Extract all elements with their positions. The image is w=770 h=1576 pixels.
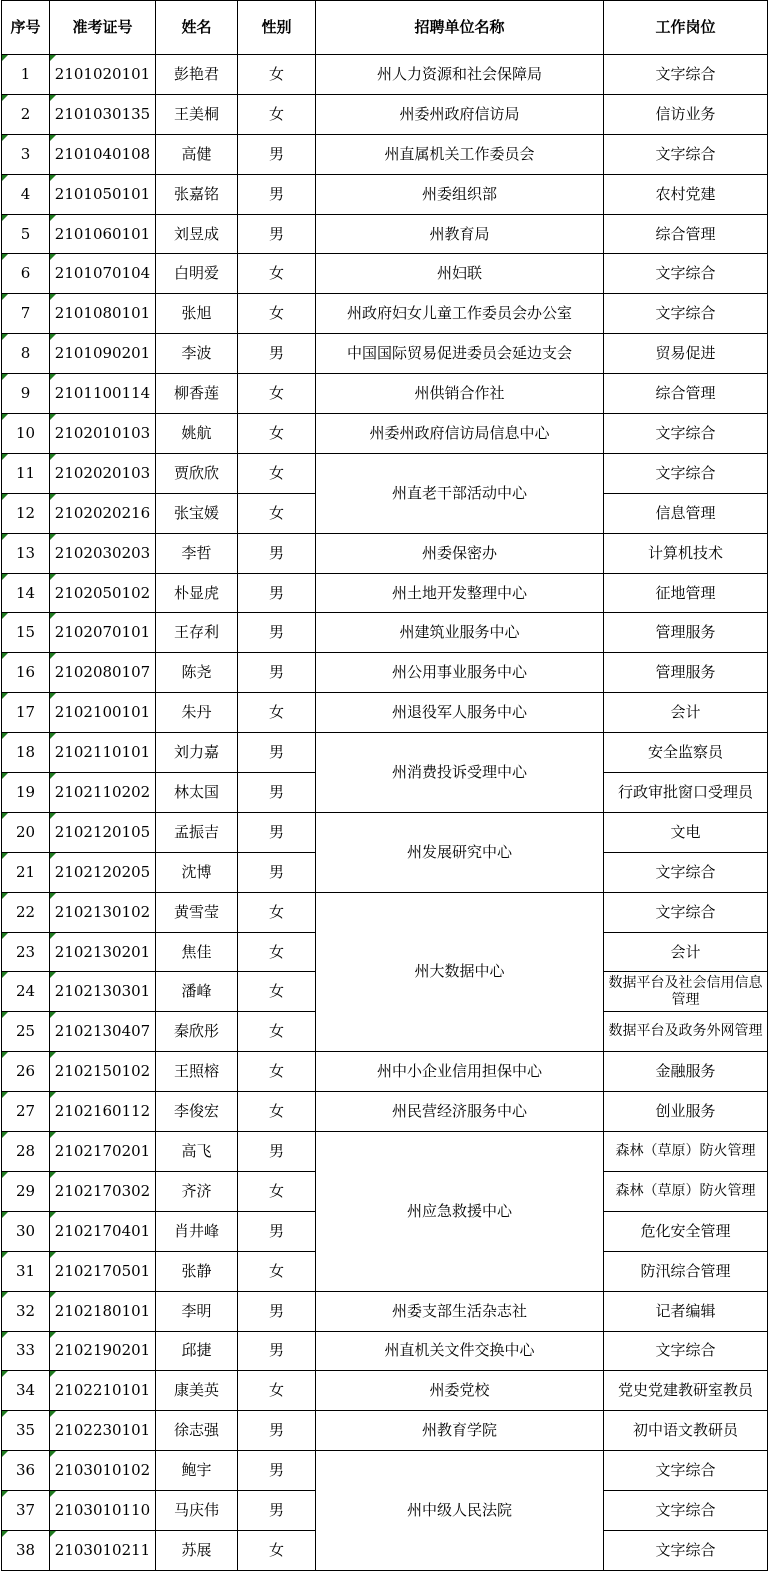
row-gender: 男 bbox=[238, 134, 316, 174]
row-unit: 州人力资源和社会保障局 bbox=[316, 55, 604, 95]
row-unit: 州教育学院 bbox=[316, 1411, 604, 1451]
row-name: 张嘉铭 bbox=[156, 174, 238, 214]
row-gender: 男 bbox=[238, 653, 316, 693]
row-gender: 男 bbox=[238, 533, 316, 573]
row-unit: 州中级人民法院 bbox=[316, 1451, 604, 1571]
row-gender: 女 bbox=[238, 453, 316, 493]
row-name: 沈博 bbox=[156, 852, 238, 892]
row-gender: 男 bbox=[238, 214, 316, 254]
row-name: 秦欣彤 bbox=[156, 1012, 238, 1052]
row-exam-no: 2103010102 bbox=[50, 1451, 156, 1491]
row-name: 李哲 bbox=[156, 533, 238, 573]
row-index: 17 bbox=[2, 693, 50, 733]
row-gender: 女 bbox=[238, 1530, 316, 1570]
row-unit: 州直机关文件交换中心 bbox=[316, 1331, 604, 1371]
row-post: 文字综合 bbox=[604, 892, 768, 932]
row-post: 森林（草原）防火管理 bbox=[604, 1132, 768, 1172]
row-post: 文字综合 bbox=[604, 134, 768, 174]
row-unit: 州委州政府信访局 bbox=[316, 94, 604, 134]
table-row bbox=[2, 1092, 768, 1132]
table-row bbox=[2, 374, 768, 414]
header-index: 序号 bbox=[2, 1, 50, 55]
row-post: 文字综合 bbox=[604, 414, 768, 454]
row-exam-no: 2102080107 bbox=[50, 653, 156, 693]
row-unit: 州消费投诉受理中心 bbox=[316, 733, 604, 813]
row-index: 34 bbox=[2, 1371, 50, 1411]
row-post: 文字综合 bbox=[604, 1451, 768, 1491]
row-unit: 州政府妇女儿童工作委员会办公室 bbox=[316, 294, 604, 334]
row-exam-no: 2102110101 bbox=[50, 733, 156, 773]
table-row bbox=[2, 812, 768, 852]
row-post: 文字综合 bbox=[604, 55, 768, 95]
row-exam-no: 2102130102 bbox=[50, 892, 156, 932]
row-exam-no: 2102120205 bbox=[50, 852, 156, 892]
row-exam-no: 2102130301 bbox=[50, 972, 156, 1012]
row-gender: 男 bbox=[238, 852, 316, 892]
row-unit: 州委支部生活杂志社 bbox=[316, 1291, 604, 1331]
header-post: 工作岗位 bbox=[604, 1, 768, 55]
row-name: 焦佳 bbox=[156, 932, 238, 972]
row-exam-no: 2102070101 bbox=[50, 613, 156, 653]
row-gender: 男 bbox=[238, 1451, 316, 1491]
row-name: 姚航 bbox=[156, 414, 238, 454]
row-unit: 州建筑业服务中心 bbox=[316, 613, 604, 653]
row-index: 20 bbox=[2, 812, 50, 852]
row-gender: 女 bbox=[238, 1092, 316, 1132]
row-post: 记者编辑 bbox=[604, 1291, 768, 1331]
row-name: 张静 bbox=[156, 1251, 238, 1291]
row-post: 文字综合 bbox=[604, 453, 768, 493]
row-unit: 州委保密办 bbox=[316, 533, 604, 573]
row-exam-no: 2102170401 bbox=[50, 1211, 156, 1251]
row-index: 13 bbox=[2, 533, 50, 573]
row-post: 文字综合 bbox=[604, 852, 768, 892]
row-exam-no: 2102110202 bbox=[50, 773, 156, 813]
row-unit: 州发展研究中心 bbox=[316, 812, 604, 892]
row-exam-no: 2102130407 bbox=[50, 1012, 156, 1052]
row-post: 数据平台及政务外网管理 bbox=[604, 1012, 768, 1052]
table-row bbox=[2, 134, 768, 174]
row-exam-no: 2102050102 bbox=[50, 573, 156, 613]
row-gender: 男 bbox=[238, 1491, 316, 1531]
row-post: 贸易促进 bbox=[604, 334, 768, 374]
row-post: 文字综合 bbox=[604, 1491, 768, 1531]
row-exam-no: 2102120105 bbox=[50, 812, 156, 852]
row-name: 李俊宏 bbox=[156, 1092, 238, 1132]
table-row bbox=[2, 733, 768, 773]
row-post: 会计 bbox=[604, 932, 768, 972]
header-name: 姓名 bbox=[156, 1, 238, 55]
row-index: 12 bbox=[2, 493, 50, 533]
row-index: 30 bbox=[2, 1211, 50, 1251]
row-exam-no: 2102190201 bbox=[50, 1331, 156, 1371]
row-name: 王存利 bbox=[156, 613, 238, 653]
row-exam-no: 2102230101 bbox=[50, 1411, 156, 1451]
row-index: 8 bbox=[2, 334, 50, 374]
table-row bbox=[2, 1132, 768, 1172]
row-index: 14 bbox=[2, 573, 50, 613]
row-gender: 女 bbox=[238, 932, 316, 972]
row-index: 28 bbox=[2, 1132, 50, 1172]
table-row bbox=[2, 1052, 768, 1092]
row-name: 康美英 bbox=[156, 1371, 238, 1411]
row-exam-no: 2101070104 bbox=[50, 254, 156, 294]
table-row bbox=[2, 453, 768, 493]
row-post: 安全监察员 bbox=[604, 733, 768, 773]
row-name: 张旭 bbox=[156, 294, 238, 334]
table-row bbox=[2, 653, 768, 693]
row-gender: 男 bbox=[238, 1411, 316, 1451]
row-post: 森林（草原）防火管理 bbox=[604, 1171, 768, 1211]
row-name: 刘昱成 bbox=[156, 214, 238, 254]
table-row bbox=[2, 693, 768, 733]
table-row bbox=[2, 55, 768, 95]
row-name: 朱丹 bbox=[156, 693, 238, 733]
row-gender: 男 bbox=[238, 613, 316, 653]
row-name: 邱捷 bbox=[156, 1331, 238, 1371]
row-gender: 男 bbox=[238, 812, 316, 852]
row-gender: 男 bbox=[238, 733, 316, 773]
header-unit: 招聘单位名称 bbox=[316, 1, 604, 55]
row-gender: 男 bbox=[238, 1291, 316, 1331]
row-index: 1 bbox=[2, 55, 50, 95]
row-index: 6 bbox=[2, 254, 50, 294]
row-unit: 州妇联 bbox=[316, 254, 604, 294]
row-post: 管理服务 bbox=[604, 613, 768, 653]
row-index: 3 bbox=[2, 134, 50, 174]
row-exam-no: 2102100101 bbox=[50, 693, 156, 733]
table-row bbox=[2, 533, 768, 573]
row-post: 信访业务 bbox=[604, 94, 768, 134]
row-index: 5 bbox=[2, 214, 50, 254]
row-name: 黄雪莹 bbox=[156, 892, 238, 932]
table-row bbox=[2, 1291, 768, 1331]
row-index: 31 bbox=[2, 1251, 50, 1291]
row-exam-no: 2102030203 bbox=[50, 533, 156, 573]
header-exam-no: 准考证号 bbox=[50, 1, 156, 55]
row-exam-no: 2102210101 bbox=[50, 1371, 156, 1411]
row-unit: 州直老干部活动中心 bbox=[316, 453, 604, 533]
table-row bbox=[2, 94, 768, 134]
row-exam-no: 2102010103 bbox=[50, 414, 156, 454]
row-exam-no: 2102170501 bbox=[50, 1251, 156, 1291]
row-gender: 男 bbox=[238, 773, 316, 813]
row-gender: 男 bbox=[238, 1132, 316, 1172]
row-exam-no: 2102020103 bbox=[50, 453, 156, 493]
table-row bbox=[2, 613, 768, 653]
row-unit: 州供销合作社 bbox=[316, 374, 604, 414]
row-post: 金融服务 bbox=[604, 1052, 768, 1092]
row-index: 24 bbox=[2, 972, 50, 1012]
row-index: 27 bbox=[2, 1092, 50, 1132]
row-index: 23 bbox=[2, 932, 50, 972]
row-post: 防汛综合管理 bbox=[604, 1251, 768, 1291]
row-exam-no: 2101100114 bbox=[50, 374, 156, 414]
row-gender: 女 bbox=[238, 94, 316, 134]
row-index: 26 bbox=[2, 1052, 50, 1092]
row-name: 白明爱 bbox=[156, 254, 238, 294]
table-row bbox=[2, 892, 768, 932]
table-row bbox=[2, 294, 768, 334]
row-index: 22 bbox=[2, 892, 50, 932]
row-gender: 女 bbox=[238, 254, 316, 294]
row-post: 信息管理 bbox=[604, 493, 768, 533]
row-index: 21 bbox=[2, 852, 50, 892]
row-unit: 州退役军人服务中心 bbox=[316, 693, 604, 733]
table-row bbox=[2, 334, 768, 374]
table-row bbox=[2, 1411, 768, 1451]
row-unit: 州应急救援中心 bbox=[316, 1132, 604, 1292]
table-row bbox=[2, 1331, 768, 1371]
row-name: 潘峰 bbox=[156, 972, 238, 1012]
row-index: 2 bbox=[2, 94, 50, 134]
row-exam-no: 2101020101 bbox=[50, 55, 156, 95]
row-exam-no: 2103010211 bbox=[50, 1530, 156, 1570]
row-index: 19 bbox=[2, 773, 50, 813]
row-post: 文字综合 bbox=[604, 294, 768, 334]
row-name: 林太国 bbox=[156, 773, 238, 813]
row-name: 高健 bbox=[156, 134, 238, 174]
row-post: 管理服务 bbox=[604, 653, 768, 693]
row-post: 征地管理 bbox=[604, 573, 768, 613]
row-name: 王美桐 bbox=[156, 94, 238, 134]
row-exam-no: 2102160112 bbox=[50, 1092, 156, 1132]
row-index: 16 bbox=[2, 653, 50, 693]
row-unit: 州土地开发整理中心 bbox=[316, 573, 604, 613]
row-gender: 女 bbox=[238, 892, 316, 932]
row-exam-no: 2102150102 bbox=[50, 1052, 156, 1092]
row-index: 29 bbox=[2, 1171, 50, 1211]
row-gender: 女 bbox=[238, 294, 316, 334]
row-exam-no: 2101090201 bbox=[50, 334, 156, 374]
row-name: 柳香莲 bbox=[156, 374, 238, 414]
row-name: 徐志强 bbox=[156, 1411, 238, 1451]
row-gender: 女 bbox=[238, 493, 316, 533]
table-row bbox=[2, 414, 768, 454]
row-index: 35 bbox=[2, 1411, 50, 1451]
header-gender: 性别 bbox=[238, 1, 316, 55]
row-name: 李明 bbox=[156, 1291, 238, 1331]
table-row bbox=[2, 174, 768, 214]
row-name: 张宝媛 bbox=[156, 493, 238, 533]
row-exam-no: 2101060101 bbox=[50, 214, 156, 254]
row-gender: 女 bbox=[238, 1171, 316, 1211]
row-gender: 女 bbox=[238, 972, 316, 1012]
row-unit: 州民营经济服务中心 bbox=[316, 1092, 604, 1132]
row-post: 行政审批窗口受理员 bbox=[604, 773, 768, 813]
row-name: 孟振吉 bbox=[156, 812, 238, 852]
row-index: 33 bbox=[2, 1331, 50, 1371]
table-row bbox=[2, 573, 768, 613]
row-gender: 女 bbox=[238, 1251, 316, 1291]
row-index: 9 bbox=[2, 374, 50, 414]
row-exam-no: 2101050101 bbox=[50, 174, 156, 214]
row-post: 综合管理 bbox=[604, 374, 768, 414]
row-post: 党史党建教研室教员 bbox=[604, 1371, 768, 1411]
row-post: 会计 bbox=[604, 693, 768, 733]
row-unit: 州委党校 bbox=[316, 1371, 604, 1411]
table-row bbox=[2, 214, 768, 254]
table-row bbox=[2, 1451, 768, 1491]
row-post: 危化安全管理 bbox=[604, 1211, 768, 1251]
row-name: 鲍宇 bbox=[156, 1451, 238, 1491]
table-row bbox=[2, 254, 768, 294]
row-index: 18 bbox=[2, 733, 50, 773]
row-exam-no: 2101080101 bbox=[50, 294, 156, 334]
row-gender: 女 bbox=[238, 55, 316, 95]
row-exam-no: 2102170201 bbox=[50, 1132, 156, 1172]
row-post: 文电 bbox=[604, 812, 768, 852]
row-post: 农村党建 bbox=[604, 174, 768, 214]
row-exam-no: 2102170302 bbox=[50, 1171, 156, 1211]
row-gender: 男 bbox=[238, 1211, 316, 1251]
row-exam-no: 2101030135 bbox=[50, 94, 156, 134]
row-name: 李波 bbox=[156, 334, 238, 374]
row-name: 高飞 bbox=[156, 1132, 238, 1172]
row-post: 文字综合 bbox=[604, 1331, 768, 1371]
row-index: 37 bbox=[2, 1491, 50, 1531]
row-unit: 州公用事业服务中心 bbox=[316, 653, 604, 693]
row-name: 朴显虎 bbox=[156, 573, 238, 613]
row-unit: 州委组织部 bbox=[316, 174, 604, 214]
row-index: 10 bbox=[2, 414, 50, 454]
row-name: 马庆伟 bbox=[156, 1491, 238, 1531]
row-name: 贾欣欣 bbox=[156, 453, 238, 493]
row-unit: 州委州政府信访局信息中心 bbox=[316, 414, 604, 454]
row-name: 王照榕 bbox=[156, 1052, 238, 1092]
row-post: 文字综合 bbox=[604, 1530, 768, 1570]
row-name: 刘力嘉 bbox=[156, 733, 238, 773]
row-gender: 女 bbox=[238, 374, 316, 414]
row-gender: 男 bbox=[238, 334, 316, 374]
row-exam-no: 2101040108 bbox=[50, 134, 156, 174]
row-index: 15 bbox=[2, 613, 50, 653]
row-post: 文字综合 bbox=[604, 254, 768, 294]
row-index: 36 bbox=[2, 1451, 50, 1491]
row-exam-no: 2102180101 bbox=[50, 1291, 156, 1331]
row-gender: 女 bbox=[238, 693, 316, 733]
row-exam-no: 2102020216 bbox=[50, 493, 156, 533]
row-index: 4 bbox=[2, 174, 50, 214]
row-gender: 女 bbox=[238, 1371, 316, 1411]
row-name: 肖井峰 bbox=[156, 1211, 238, 1251]
row-gender: 男 bbox=[238, 174, 316, 214]
row-name: 苏展 bbox=[156, 1530, 238, 1570]
row-unit: 州直属机关工作委员会 bbox=[316, 134, 604, 174]
row-name: 陈尧 bbox=[156, 653, 238, 693]
row-gender: 男 bbox=[238, 573, 316, 613]
row-gender: 女 bbox=[238, 1012, 316, 1052]
row-post: 数据平台及社会信用信息管理 bbox=[604, 972, 768, 1012]
row-index: 38 bbox=[2, 1530, 50, 1570]
row-post: 综合管理 bbox=[604, 214, 768, 254]
table-row bbox=[2, 1371, 768, 1411]
row-index: 25 bbox=[2, 1012, 50, 1052]
row-name: 彭艳君 bbox=[156, 55, 238, 95]
results-table bbox=[1, 0, 768, 1571]
row-exam-no: 2103010110 bbox=[50, 1491, 156, 1531]
row-post: 计算机技术 bbox=[604, 533, 768, 573]
row-index: 7 bbox=[2, 294, 50, 334]
row-index: 11 bbox=[2, 453, 50, 493]
row-gender: 女 bbox=[238, 414, 316, 454]
header-row bbox=[2, 1, 768, 55]
row-gender: 女 bbox=[238, 1052, 316, 1092]
row-post: 初中语文教研员 bbox=[604, 1411, 768, 1451]
row-unit: 州教育局 bbox=[316, 214, 604, 254]
row-index: 32 bbox=[2, 1291, 50, 1331]
row-post: 创业服务 bbox=[604, 1092, 768, 1132]
row-unit: 州中小企业信用担保中心 bbox=[316, 1052, 604, 1092]
row-name: 齐济 bbox=[156, 1171, 238, 1211]
row-unit: 中国国际贸易促进委员会延边支会 bbox=[316, 334, 604, 374]
row-gender: 男 bbox=[238, 1331, 316, 1371]
row-unit: 州大数据中心 bbox=[316, 892, 604, 1052]
row-exam-no: 2102130201 bbox=[50, 932, 156, 972]
